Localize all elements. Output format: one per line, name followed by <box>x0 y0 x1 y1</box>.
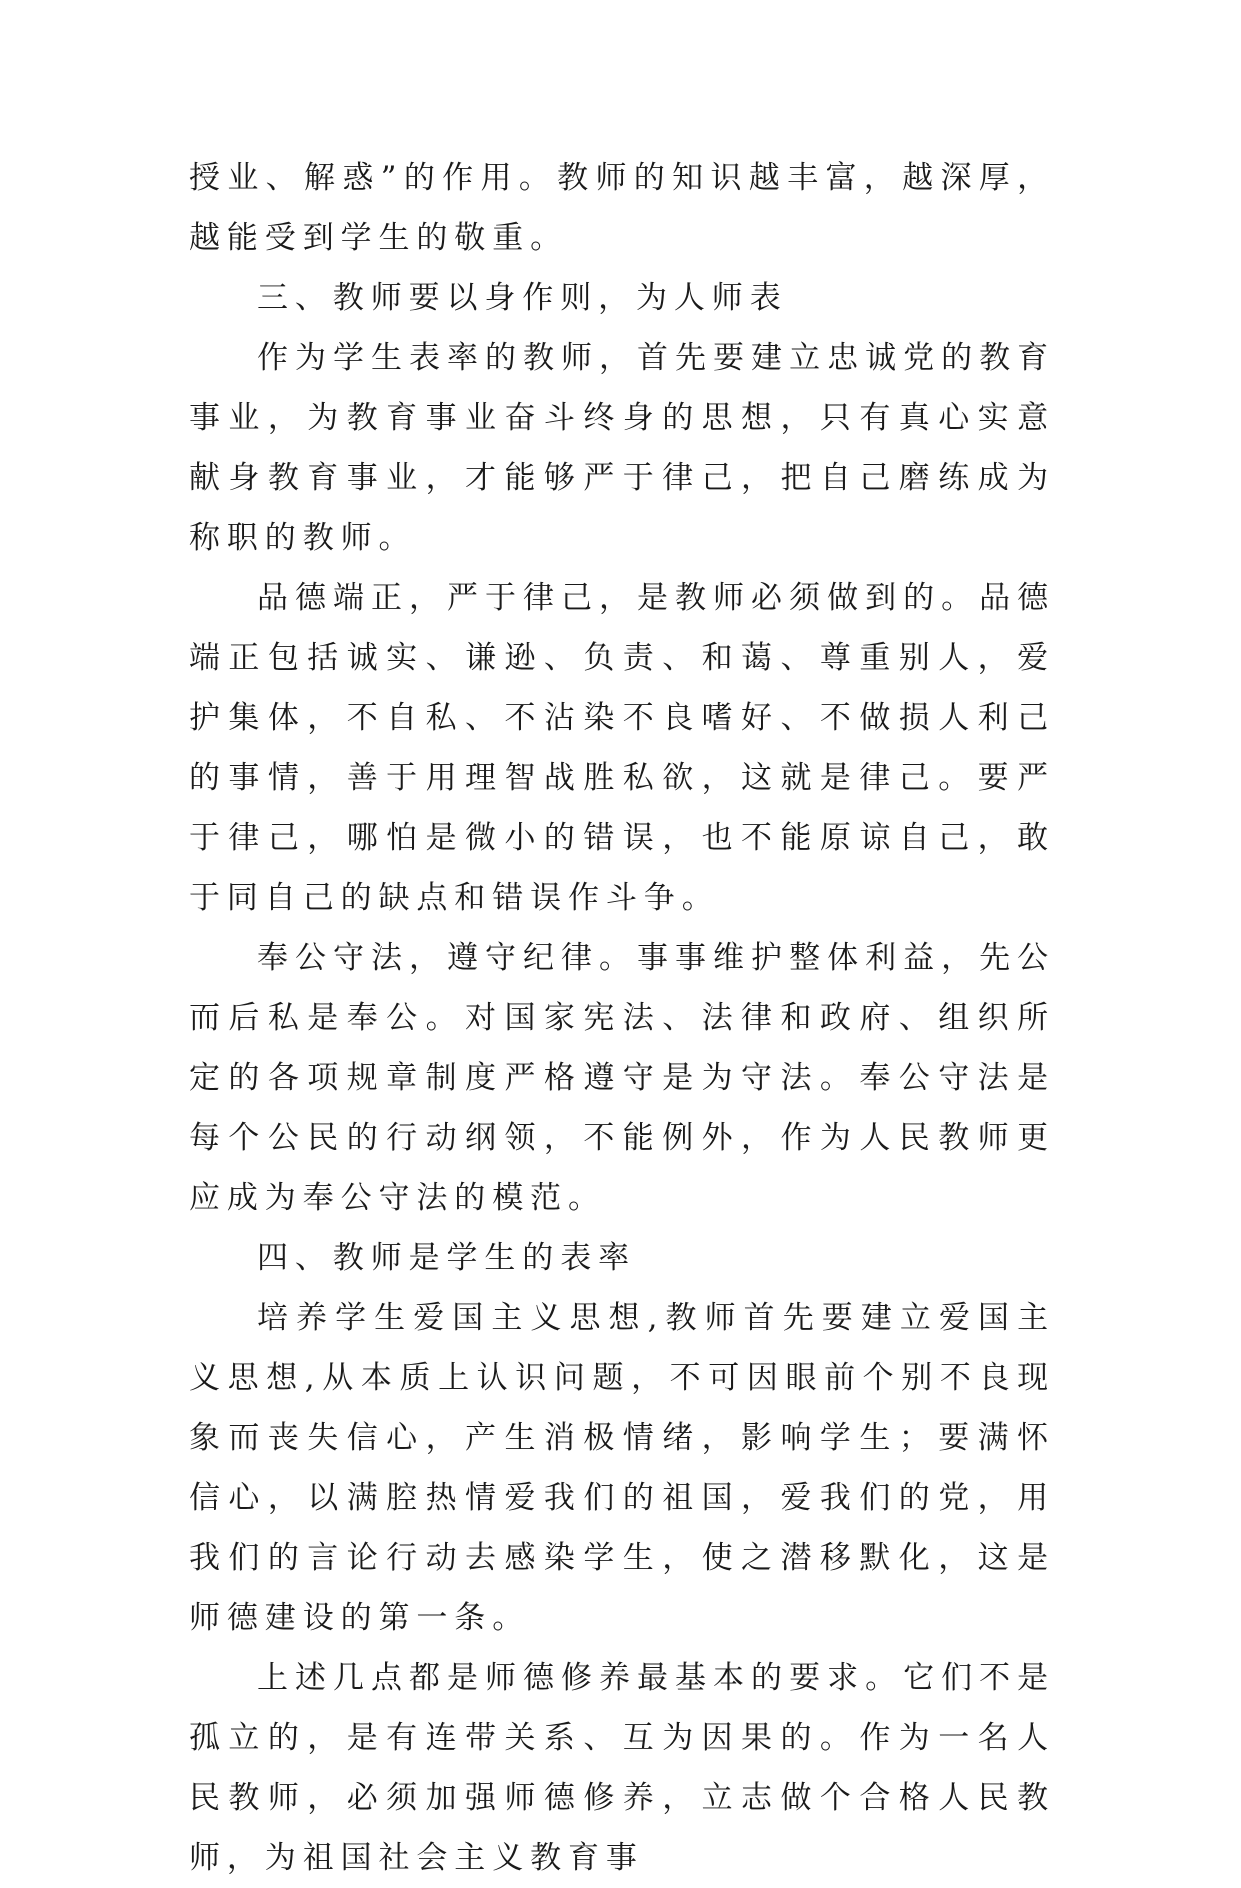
section-heading-3: 三、教师要以身作则，为人师表 <box>257 280 788 316</box>
paragraph: 作为学生表率的教师，首先要建立忠诚党的教育事业，为教育事业奋斗终身的思想，只有真心实意献身教育事业，才能够严于律己，把自己磨练成为称职的教师。 <box>189 340 1055 556</box>
paragraph: 授业、解惑”的作用。教师的知识越丰富，越深厚，越能受到学生的敬重。 <box>189 160 1055 256</box>
paragraph: 培养学生爱国主义思想,教师首先要建立爱国主义思想,从本质上认识问题，不可因眼前个别不良现象而丧失信心，产生消极情绪，影响学生；要满怀信心，以满腔热情爱我们的祖国，爱我们的党，用我们的言论行动去感染学生，使之潜移默化，这是师德建设的第一条。 <box>189 1300 1055 1636</box>
paragraph: 上述几点都是师德修养最基本的要求。它们不是孤立的，是有连带关系、互为因果的。作为一名人民教师，必须加强师德修养，立志做个合格人民教师，为祖国社会主义教育事 <box>189 1660 1055 1876</box>
section-heading-4: 四、教师是学生的表率 <box>257 1240 636 1276</box>
paragraph: 品德端正，严于律己，是教师必须做到的。品德端正包括诚实、谦逊、负责、和蔼、尊重别人，爱护集体，不自私、不沾染不良嗜好、不做损人利己的事情，善于用理智战胜私欲，这就是律己。要严于律己，哪怕是微小的错误，也不能原谅自己，敢于同自己的缺点和错误作斗争。 <box>189 580 1055 916</box>
paragraph: 奉公守法，遵守纪律。事事维护整体利益，先公而后私是奉公。对国家宪法、法律和政府、组织所定的各项规章制度严格遵守是为守法。奉公守法是每个公民的行动纲领，不能例外，作为人民教师更应成为奉公守法的模范。 <box>189 940 1055 1216</box>
document-body <box>189 148 1055 1888</box>
